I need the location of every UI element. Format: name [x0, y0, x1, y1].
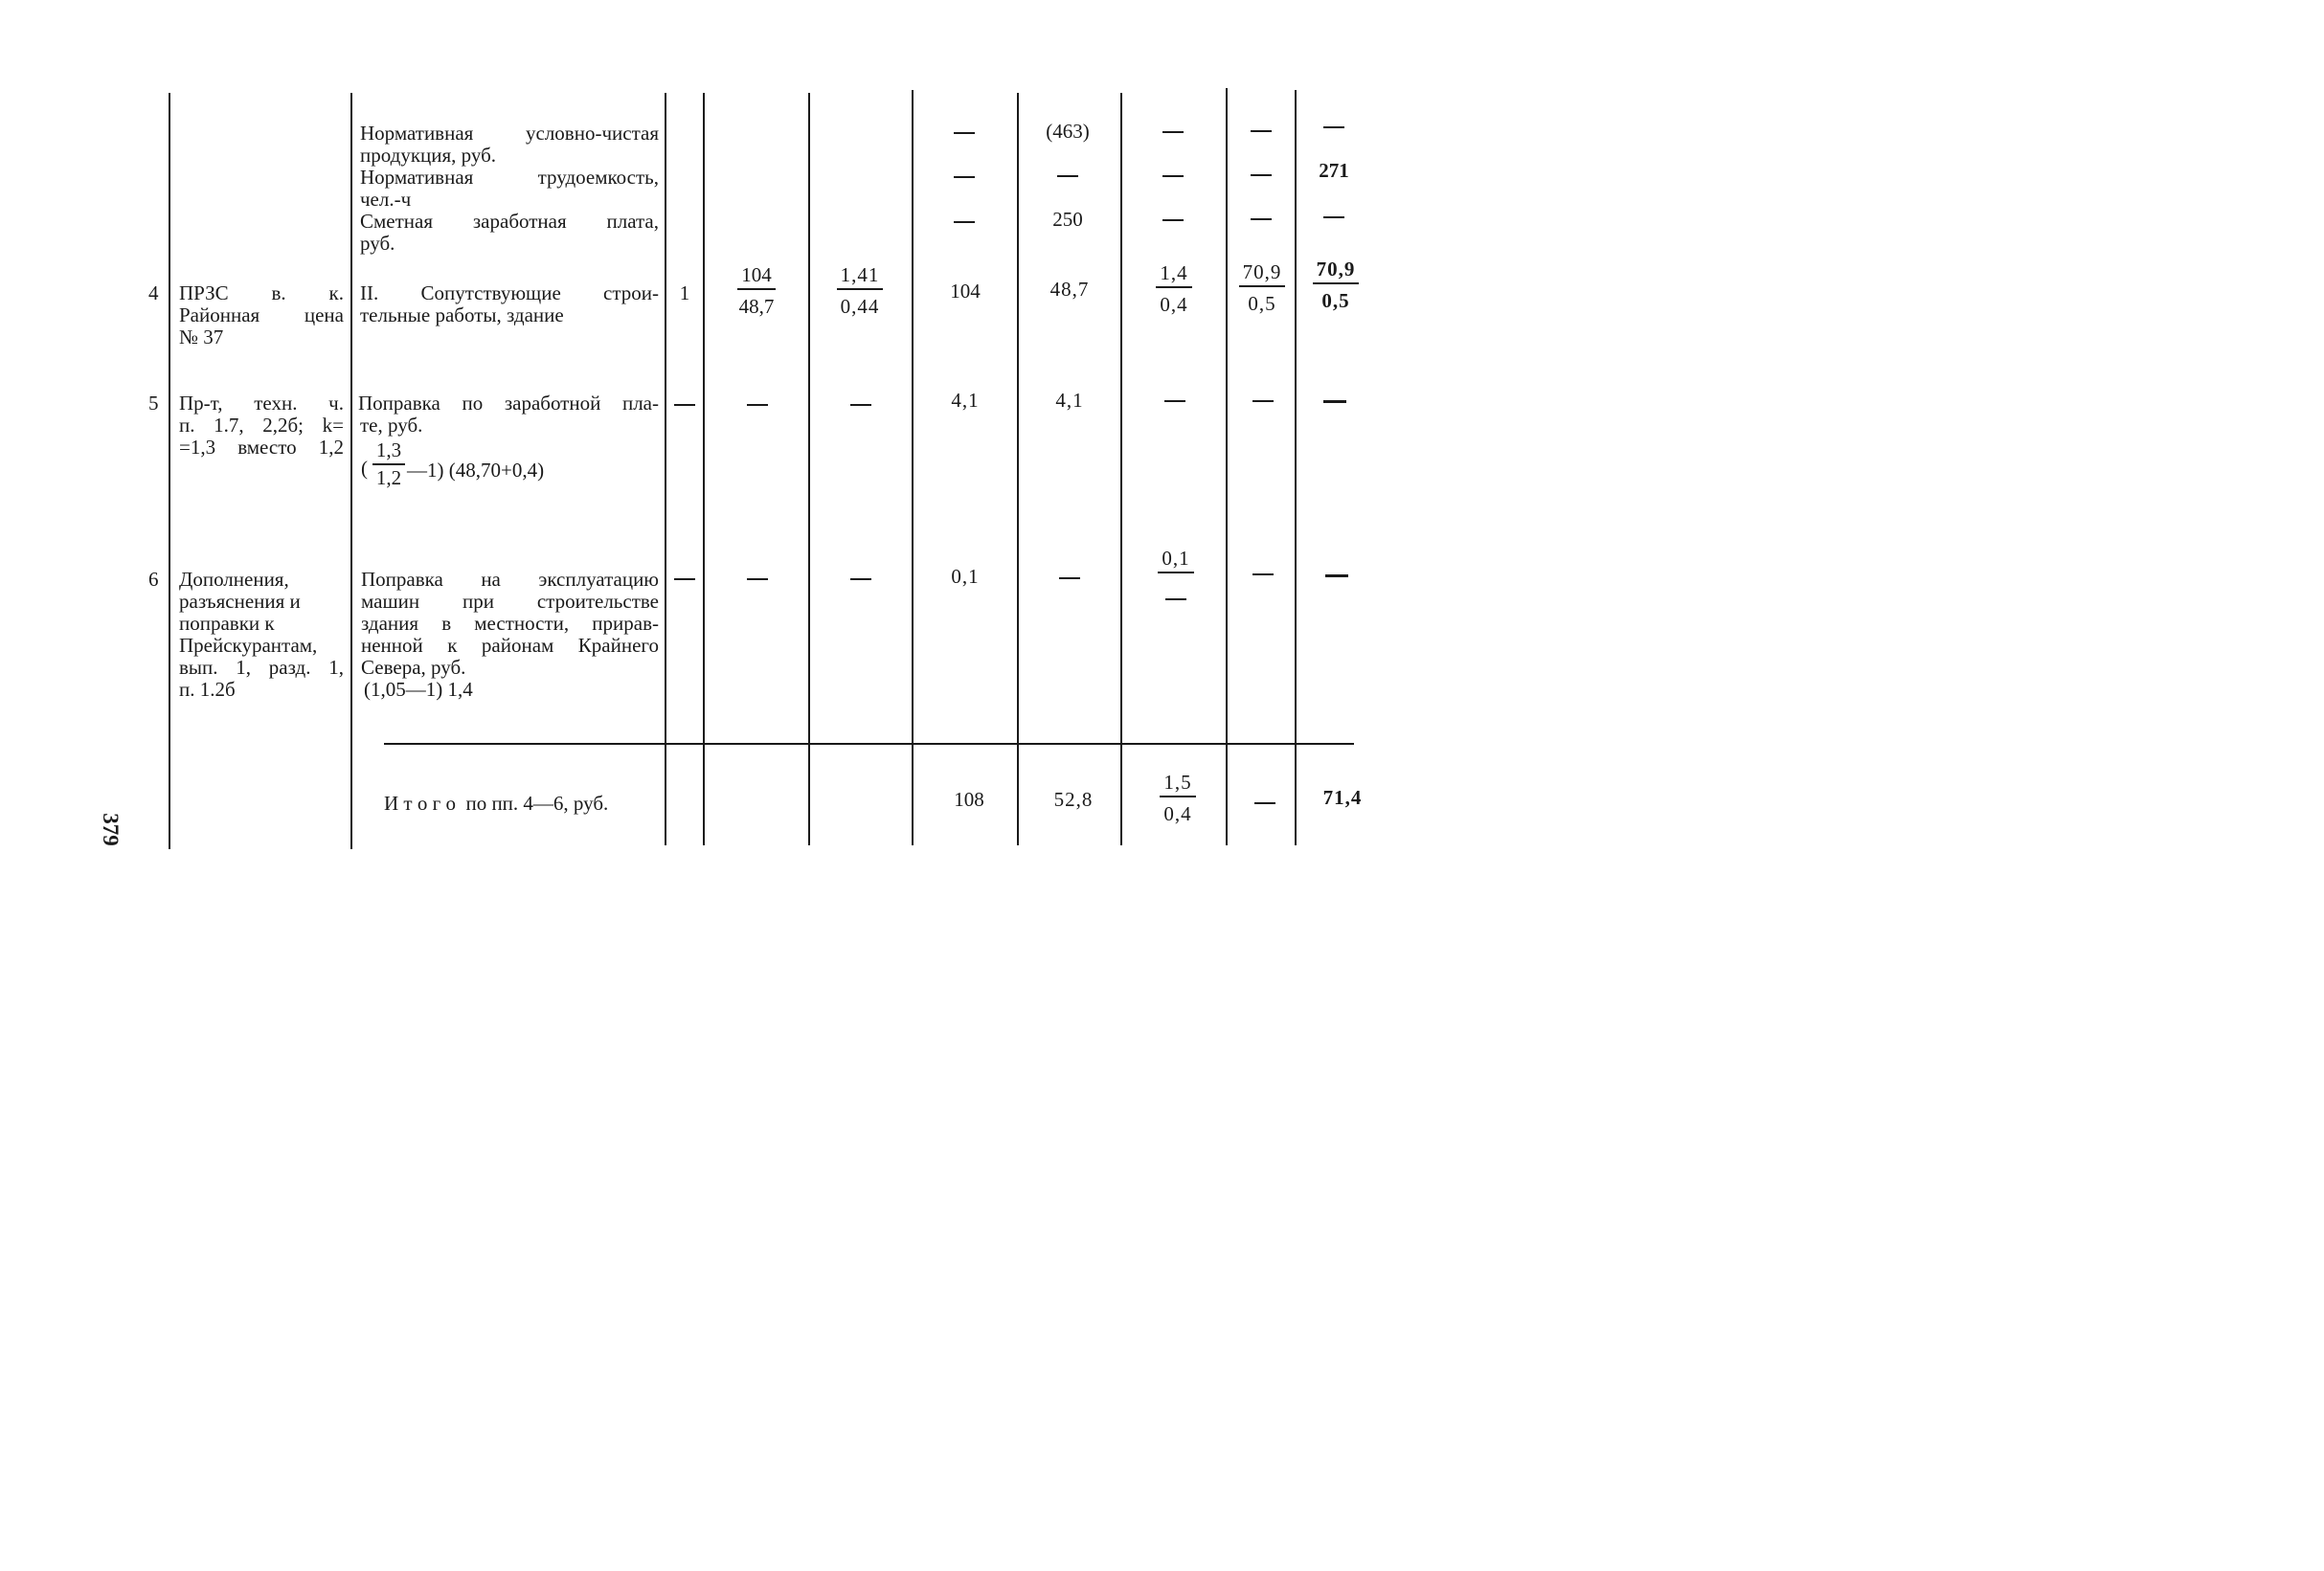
- column-rule-c2: [912, 90, 914, 845]
- row4-c4-value: 48,7: [1049, 278, 1090, 301]
- row4-c2-fraction: [822, 264, 898, 318]
- row6-source-line1: Дополнения,: [179, 568, 289, 591]
- row4-c6-fraction: [1224, 261, 1300, 315]
- row5-source-line3: =1,3 вместо 1,2: [179, 436, 344, 459]
- row6-c3-value: 0,1: [951, 565, 980, 588]
- row6-c7-dash: [1325, 574, 1348, 577]
- norm-line-4: чел.-ч: [360, 188, 412, 211]
- row6-name-line1: Поправка на эксплуатацию: [361, 568, 659, 591]
- total-c3-value: 108: [954, 788, 984, 811]
- norm1-c6-dash: [1251, 130, 1272, 132]
- row4-number: 4: [148, 281, 159, 304]
- row5-source-line2: п. 1.7, 2,2б; k=: [179, 414, 344, 437]
- column-rule-c6: [1295, 90, 1297, 845]
- norm2-c6-dash: [1251, 174, 1272, 176]
- norm1-c5-dash: [1162, 131, 1184, 133]
- row6-name-line4: ненной к районам Крайнего: [361, 634, 659, 657]
- norm-line-5: Сметная заработная плата,: [360, 210, 659, 233]
- total-c4-value: 52,8: [1053, 788, 1094, 811]
- row5-formula-rest: —1) (48,70+0,4): [407, 459, 545, 482]
- row4-c1-denominator: 48,7: [738, 295, 775, 318]
- norm-line-3: Нормативная трудоемкость,: [360, 166, 659, 189]
- row5-c3-value: 4,1: [951, 389, 980, 412]
- column-rule-left: [169, 93, 170, 849]
- row5-name-line1: Поправка по заработной пла-: [358, 392, 659, 415]
- total-c5-fraction: [1139, 772, 1216, 825]
- row5-number: 5: [148, 392, 159, 415]
- row6-c5-numerator: 0,1: [1158, 548, 1193, 573]
- norm3-c4-value: 250: [1052, 208, 1083, 231]
- row4-c3-value: 104: [950, 280, 981, 303]
- row4-qty: 1: [679, 281, 690, 304]
- row6-number: 6: [148, 568, 159, 591]
- norm2-c4-dash: [1057, 175, 1078, 177]
- row5-c6-dash: [1252, 400, 1274, 402]
- norm1-c7-dash: [1323, 126, 1344, 128]
- row5-c7-dash: [1323, 400, 1346, 403]
- norm3-c5-dash: [1162, 219, 1184, 221]
- row4-source-line2: Районная цена: [179, 303, 344, 326]
- row6-source-line3: поправки к: [179, 612, 275, 635]
- row4-c5-denominator: 0,4: [1160, 293, 1188, 316]
- norm-line-2: продукция, руб.: [360, 144, 497, 167]
- norm3-c3-dash: [954, 221, 975, 223]
- row5-formula-denominator: 1,2: [375, 466, 402, 489]
- row4-c2-denominator: 0,44: [840, 295, 880, 318]
- row4-name-line2: тельные работы, здание: [360, 303, 564, 326]
- row6-name-line2: машин при строительстве: [361, 590, 659, 613]
- row5-c5-dash: [1164, 400, 1185, 402]
- row6-c1-dash: [747, 578, 768, 580]
- row5-source-line1: Пр-т, техн. ч.: [179, 392, 344, 415]
- row4-c7-denominator: 0,5: [1321, 289, 1350, 312]
- norm2-c5-dash: [1162, 175, 1184, 177]
- row5-name-line2: те, руб.: [360, 414, 423, 437]
- total-c7-value: 71,4: [1322, 786, 1363, 809]
- column-rule-c1: [808, 93, 810, 845]
- row6-source-line4: Прейскурантам,: [179, 634, 318, 657]
- row5-formula-open-paren: (: [361, 457, 368, 480]
- row5-formula-numerator: 1,3: [372, 439, 405, 465]
- row6-c6-dash: [1252, 573, 1274, 575]
- norm2-c3-dash: [954, 176, 975, 178]
- norm1-c4-value: (463): [1046, 120, 1090, 143]
- row6-c2-dash: [850, 578, 871, 580]
- row4-source-line1: ПРЗС в. к.: [179, 281, 344, 304]
- row4-c6-denominator: 0,5: [1248, 292, 1276, 315]
- row6-name-line3: здания в местности, прирав-: [361, 612, 659, 635]
- row4-c7-fraction: [1297, 258, 1374, 312]
- norm-line-1: Нормативная условно-чистая: [360, 122, 659, 145]
- row5-c4-value: 4,1: [1055, 389, 1084, 412]
- total-c6-dash: [1254, 802, 1275, 804]
- total-c5-denominator: 0,4: [1163, 802, 1192, 825]
- row6-name-line5: Севера, руб.: [361, 656, 466, 679]
- row6-c5-fraction: [1138, 548, 1214, 609]
- row4-c7-numerator: 70,9: [1313, 258, 1360, 284]
- norm3-c7-dash: [1323, 216, 1344, 218]
- total-c5-numerator: 1,5: [1160, 772, 1195, 797]
- row5-c1-dash: [747, 404, 768, 406]
- total-separator-rule: [384, 743, 1354, 745]
- column-rule-c4: [1120, 93, 1122, 845]
- norm1-c3-dash: [954, 132, 975, 134]
- row4-c2-numerator: 1,41: [837, 264, 884, 290]
- column-rule-c5: [1226, 88, 1228, 845]
- total-label: И т о г о по пп. 4—6, руб.: [384, 792, 609, 815]
- column-rule-qty: [703, 93, 705, 845]
- row6-qty-dash: [674, 578, 695, 580]
- row6-source-line2: разъяснения и: [179, 590, 301, 613]
- row6-name-line6: (1,05—1) 1,4: [364, 678, 473, 701]
- row5-qty-dash: [674, 404, 695, 406]
- row6-c5-denominator: [1138, 573, 1214, 609]
- page-number: 379: [98, 813, 123, 846]
- row4-c5-numerator: 1,4: [1156, 262, 1191, 288]
- norm3-c6-dash: [1251, 218, 1272, 220]
- row6-c4-dash: [1059, 577, 1080, 579]
- row4-c1-numerator: 104: [737, 264, 776, 290]
- row6-source-line6: п. 1.2б: [179, 678, 236, 701]
- row4-c1-fraction: [718, 264, 795, 318]
- row6-source-line5: вып. 1, разд. 1,: [179, 656, 344, 679]
- row5-c2-dash: [850, 404, 871, 406]
- row4-c5-fraction: [1136, 262, 1212, 316]
- norm-line-6: руб.: [360, 232, 395, 255]
- column-rule-c3: [1017, 93, 1019, 845]
- row4-source-line3: № 37: [179, 325, 224, 348]
- column-rule-name: [665, 93, 666, 845]
- row4-name-line1: II. Сопутствующие строи-: [360, 281, 659, 304]
- row4-c6-numerator: 70,9: [1239, 261, 1286, 287]
- norm2-c7-value: 271: [1319, 159, 1349, 182]
